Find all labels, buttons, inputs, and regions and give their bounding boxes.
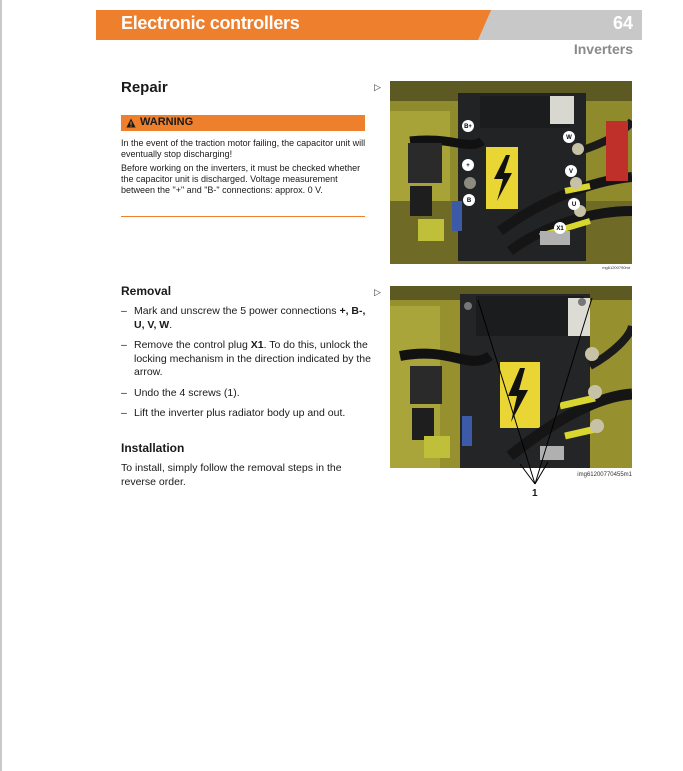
warning-triangle-icon <box>126 118 136 128</box>
page-number: 64 <box>612 13 633 33</box>
warning-text <box>121 138 367 199</box>
removal-step: – Lift the inverter plus radiator body up and out. <box>121 407 371 421</box>
page-left-border <box>0 0 2 771</box>
inverter-photo-1 <box>390 81 632 264</box>
warning-paragraph-1: In the event of the traction motor failing, the capacitor unit will eventually stop discharging! <box>121 138 366 159</box>
removal-step: – Remove the control plug X1. To do this, unlock the locking mechanism in the direction indicated by the arrow. <box>121 339 371 380</box>
figure-1-reference: mg61200790mt <box>602 265 630 270</box>
screw-callout-lines <box>470 294 610 494</box>
removal-steps <box>121 305 371 428</box>
label-w: W <box>566 135 572 141</box>
installation-text: To install, simply follow the removal steps in the reverse order. <box>121 462 342 488</box>
label-u: U <box>571 202 577 208</box>
warning-paragraph-2: Before working on the inverters, it must be checked whether the capacitor unit is discharged. Voltage measurement between the "+" and "B-" connections: approx. 0 V. <box>121 163 361 195</box>
warning-bottom-rule <box>121 216 365 217</box>
warning-label: WARNING <box>140 116 194 128</box>
chapter-title: Electronic controllers <box>121 13 300 33</box>
section-subtitle: Inverters <box>573 41 633 57</box>
removal-heading: Removal <box>121 284 172 298</box>
label-v: V <box>568 169 574 175</box>
label-x1: X1 <box>556 226 564 232</box>
label-b-plus: B+ <box>464 124 472 130</box>
figure-2-reference: img61200770455m1 <box>577 472 632 478</box>
removal-step: – Mark and unscrew the 5 power connections +, B-, U, V, W. <box>121 305 371 332</box>
installation-heading: Installation <box>121 441 185 455</box>
label-b: B <box>466 198 472 204</box>
figure-1-arrow-icon: ▷ <box>374 82 381 92</box>
removal-step: – Undo the 4 screws (1). <box>121 387 371 401</box>
screw-callout-number: 1 <box>532 488 538 499</box>
figure-2-arrow-icon: ▷ <box>374 287 381 297</box>
repair-heading: Repair <box>121 79 168 96</box>
label-plus: + <box>466 163 470 169</box>
